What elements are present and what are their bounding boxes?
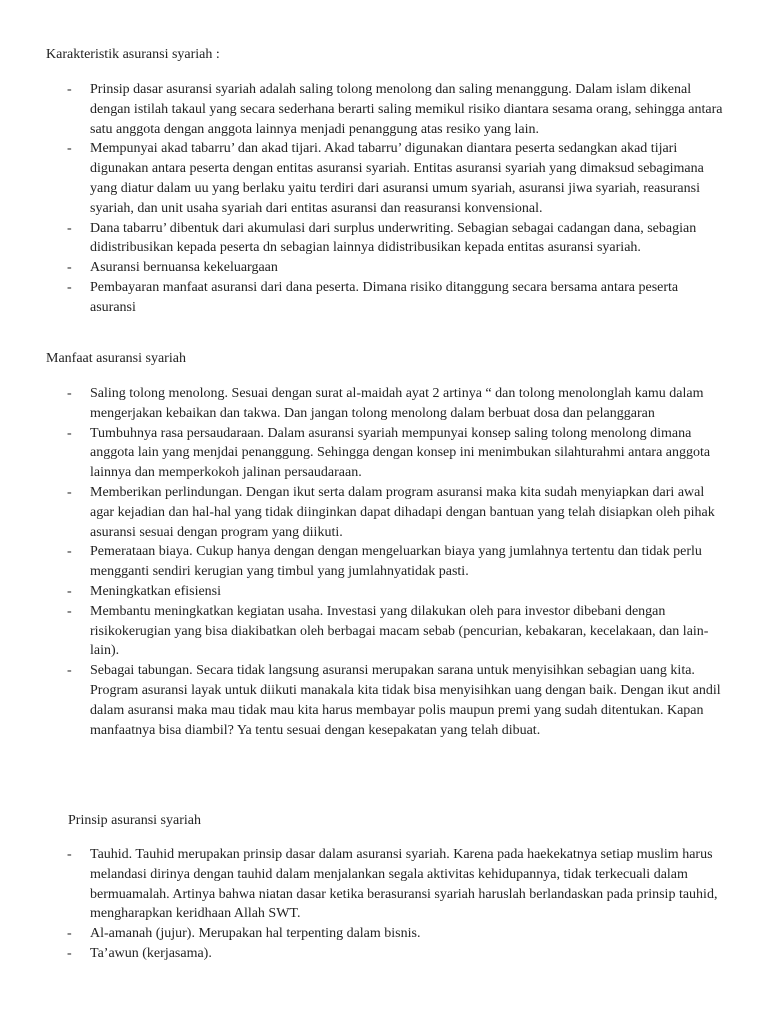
list-item xyxy=(67,542,727,582)
item-text: Tauhid. Tauhid merupakan prinsip dasar dalam asuransi syariah. Karena pada haekekatnya setiap muslim harus melandasi dirinya dengan tauhid dalam menjalankan segala aktivitas kehidupannya, tidak terkecuali dalam bermuamalah. Artinya bahwa niatan dasar ketika berasuransi syariah haruslah berlandaskan pada prinsip tauhid, mengharapkan keridhaan Allah SWT. xyxy=(90,847,718,922)
item-text: Sebagai tabungan. Secara tidak langsung asuransi merupakan sarana untuk menyisihkan sebagian uang kita. Program asuransi layak untuk diikuti manakala kita tidak bisa menyisihkan uang dengan baik. Dengan ikut andil dalam asuransi maka mau tidak mau kita harus membayar polis maupun premi yang sudah ditentukan. Kapan manfaatnya bisa diambil? Ya tentu sesuai dengan kesepakatan yang telah dibuat. xyxy=(90,663,721,738)
item-text: Al-amanah (jujur). Merupakan hal terpenting dalam bisnis. xyxy=(90,926,421,942)
bullet-dash: - xyxy=(67,603,72,619)
list-item xyxy=(67,80,727,139)
item-text: Pemerataan biaya. Cukup hanya dengan dengan mengeluarkan biaya yang jumlahnya tertentu dan tidak perlu mengganti sendiri kerugian yang timbul yang jumlahnyatidak pasti. xyxy=(90,544,702,580)
item-text: Asuransi bernuansa kekeluargaan xyxy=(90,260,278,276)
bullet-dash: - xyxy=(67,544,72,560)
bullet-dash: - xyxy=(67,663,72,679)
list-item xyxy=(67,661,727,740)
item-text: Membantu meningkatkan kegiatan usaha. Investasi yang dilakukan oleh para investor dibebani dengan risikokerugian yang bisa diakibatkan oleh berbagai macam sebab (pencurian, kebakaran, kecelakaan, dan lain-lain). xyxy=(90,603,709,659)
heading-karakteristik: Karakteristik asuransi syariah : xyxy=(46,47,220,62)
item-text: Dana tabarru’ dibentuk dari akumulasi dari surplus underwriting. Sebagian sebagai cadangan dana, sebagian didistribusikan kepada peserta dn sebagian lainnya didistribusikan kepada entitas asuransi syariah. xyxy=(90,220,697,256)
bullet-dash: - xyxy=(67,847,72,862)
bullet-dash: - xyxy=(67,141,72,157)
list-item xyxy=(67,924,727,944)
bullet-dash: - xyxy=(67,945,72,961)
list-item xyxy=(67,944,727,964)
item-text: Mempunyai akad tabarru’ dan akad tijari. Akad tabarru’ digunakan diantara peserta sedangkan akad tijari digunakan antara peserta dengan entitas asuransi syariah. Entitas asuransi syariah yang dimaksud sebagimana yang diatur dalam uu yang berlaku yaitu terdiri dari asuransi umum syariah, asuransi jiwa syariah, reasuransi syariah, dan unit usaha syariah dari entitas asuransi dan reasuransi konvensional. xyxy=(90,141,704,216)
list-item xyxy=(67,483,727,542)
item-text: Ta’awun (kerjasama). xyxy=(90,945,212,961)
bullet-dash: - xyxy=(67,260,72,276)
heading-prinsip: Prinsip asuransi syariah xyxy=(68,813,201,828)
list-item xyxy=(67,845,727,924)
bullet-dash: - xyxy=(67,926,72,942)
item-text: Meningkatkan efisiensi xyxy=(90,583,222,599)
item-text: Prinsip dasar asuransi syariah adalah saling tolong menolong dan saling menanggung. Dalam islam dikenal dengan istilah takaul yang secara sederhana berarti saling memikul risiko diantara sesama orang, sehingga antara satu anggota dengan anggota lainnya menjadi penanggung atas resiko yang lain. xyxy=(90,82,723,137)
list-manfaat xyxy=(67,384,727,740)
list-item xyxy=(67,602,727,661)
item-text: Tumbuhnya rasa persaudaraan. Dalam asuransi syariah mempunyai konsep saling tolong menolong dimana anggota lain yang menjdai penanggung. Sehingga dengan konsep ini menimbukan silahturahmi antara anggota lainnya dan memperkokoh jalinan persaudaraan. xyxy=(90,425,711,481)
list-item xyxy=(67,384,727,424)
bullet-dash: - xyxy=(67,279,72,295)
list-item xyxy=(67,219,727,259)
bullet-dash: - xyxy=(67,220,72,236)
item-text: Saling tolong menolong. Sesuai dengan surat al-maidah ayat 2 artinya “ dan tolong menolonglah kamu dalam mengerjakan kebaikan dan takwa. Dan jangan tolong menolong dalam berbuat dosa dan pelanggaran xyxy=(90,386,704,421)
bullet-dash: - xyxy=(67,583,72,599)
list-item xyxy=(67,424,727,483)
list-karakteristik xyxy=(67,80,727,318)
item-text: Pembayaran manfaat asuransi dari dana peserta. Dimana risiko ditanggung secara bersama antara peserta asuransi xyxy=(90,279,679,315)
bullet-dash: - xyxy=(67,425,72,441)
list-item xyxy=(67,278,727,318)
list-item xyxy=(67,582,727,602)
bullet-dash: - xyxy=(67,82,72,97)
list-prinsip xyxy=(67,845,727,964)
item-text: Memberikan perlindungan. Dengan ikut serta dalam program asuransi maka kita sudah menyiapkan dari awal agar kejadian dan hal-hal yang tidak diinginkan dapat dihadapi dengan bantuan yang telah disiapkan oleh pihak asuransi sesuai dengan program yang diikuti. xyxy=(90,484,715,540)
heading-manfaat: Manfaat asuransi syariah xyxy=(46,351,186,366)
bullet-dash: - xyxy=(67,386,72,401)
list-item xyxy=(67,258,727,278)
bullet-dash: - xyxy=(67,484,72,500)
list-item xyxy=(67,139,727,218)
